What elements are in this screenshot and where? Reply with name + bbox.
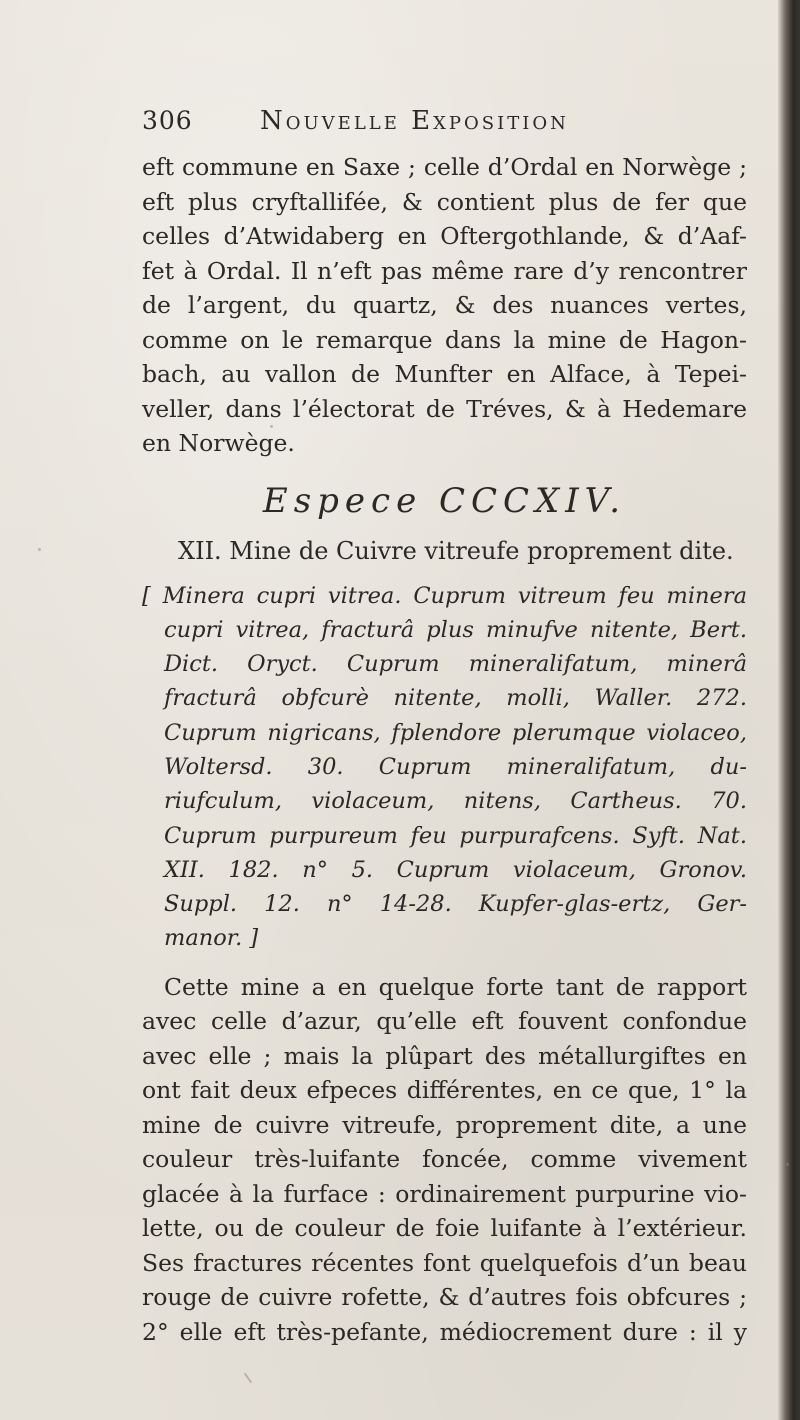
- text-line: 2° elle eft très-pefante, médiocrement dure : il y: [142, 1317, 747, 1346]
- text-line: couleur très-luifante foncée, comme vivement: [142, 1145, 747, 1174]
- intro-paragraph: [142, 150, 747, 461]
- text-line: avec celle d’azur, qu’elle eft fouvent confondue: [142, 1007, 747, 1036]
- running-title: Nouvelle Exposition: [260, 106, 569, 136]
- text-line: ont fait deux efpeces différentes, en ce que, 1° la: [142, 1076, 747, 1105]
- text-line: fet à Ordal. Il n’eft pas même rare d’y rencontrer: [142, 256, 747, 285]
- synonymy-line: Dict. Oryct. Cuprum mineralifatum, minerâ: [164, 651, 747, 678]
- text-line: veller, dans l’électorat de Tréves, & à Hedemare: [142, 394, 747, 423]
- page-number: 306: [142, 106, 193, 135]
- text-line: eft plus cryftallifée, & contient plus de fer que: [142, 187, 747, 216]
- synonymy-line: fracturâ obfcurè nitente, molli, Waller. 272.: [164, 685, 747, 712]
- synonymy-line: Suppl. 12. n° 14-28. Kupfer-glas-ertz, Ger-: [164, 891, 747, 918]
- synonymy-line: Cuprum purpureum feu purpurafcens. Syft. Nat.: [164, 822, 747, 849]
- body-paragraph: [142, 970, 747, 1350]
- text-line: Cette mine a en quelque forte tant de rapport: [164, 972, 747, 1001]
- paper-mark: [244, 1373, 253, 1384]
- species-heading: Espece CCCXIV.: [262, 480, 627, 521]
- text-line: celles d’Atwidaberg en Oftergothlande, & d’Aaf-: [142, 222, 747, 250]
- synonymy-line: riufculum, violaceum, nitens, Cartheus. 70.: [164, 788, 747, 815]
- text-line: Ses fractures récentes font quelquefois d’un beau: [142, 1248, 747, 1277]
- paper-speck: [786, 1163, 789, 1166]
- text-line: mine de cuivre vitreufe, proprement dite, a une: [142, 1110, 747, 1139]
- text-line: en Norwège.: [142, 429, 295, 457]
- text-line: rouge de cuivre rofette, & d’autres fois obfcures ;: [142, 1283, 747, 1312]
- text-line: de l’argent, du quartz, & des nuances vertes,: [142, 291, 747, 319]
- text-line: bach, au vallon de Munfter en Alface, à Tepei-: [142, 360, 747, 388]
- text-line: comme on le remarque dans la mine de Hagon-: [142, 325, 747, 354]
- section-subheading: XII. Mine de Cuivre vitreufe proprement dite.: [178, 536, 734, 565]
- text-line: lette, ou de couleur de foie luifante à l’extérieur.: [142, 1214, 747, 1243]
- page-text: [142, 106, 747, 1349]
- synonymy-line: Cuprum nigricans, fplendore plerumque violaceo,: [164, 719, 747, 746]
- synonymy-line: XII. 182. n° 5. Cuprum violaceum, Gronov.: [164, 856, 747, 883]
- synonymy-line: manor. ]: [164, 925, 259, 952]
- synonymy-block: [142, 579, 747, 956]
- synonymy-line: Woltersd. 30. Cuprum mineralifatum, du-: [164, 753, 747, 780]
- text-line: glacée à la furface : ordinairement purpurine vio-: [142, 1179, 747, 1208]
- synonymy-line: [ Minera cupri vitrea. Cuprum vitreum feu minera: [142, 582, 747, 609]
- text-line: avec elle ; mais la plûpart des métallurgiftes en: [142, 1041, 747, 1070]
- synonymy-line: cupri vitrea, fracturâ plus minufve nitente, Bert.: [164, 616, 747, 643]
- book-spine-edge: [778, 0, 800, 1420]
- paper-speck: [38, 548, 41, 551]
- page-header: [142, 106, 747, 150]
- text-line: eft commune en Saxe ; celle d’Ordal en Norwège ;: [142, 153, 747, 181]
